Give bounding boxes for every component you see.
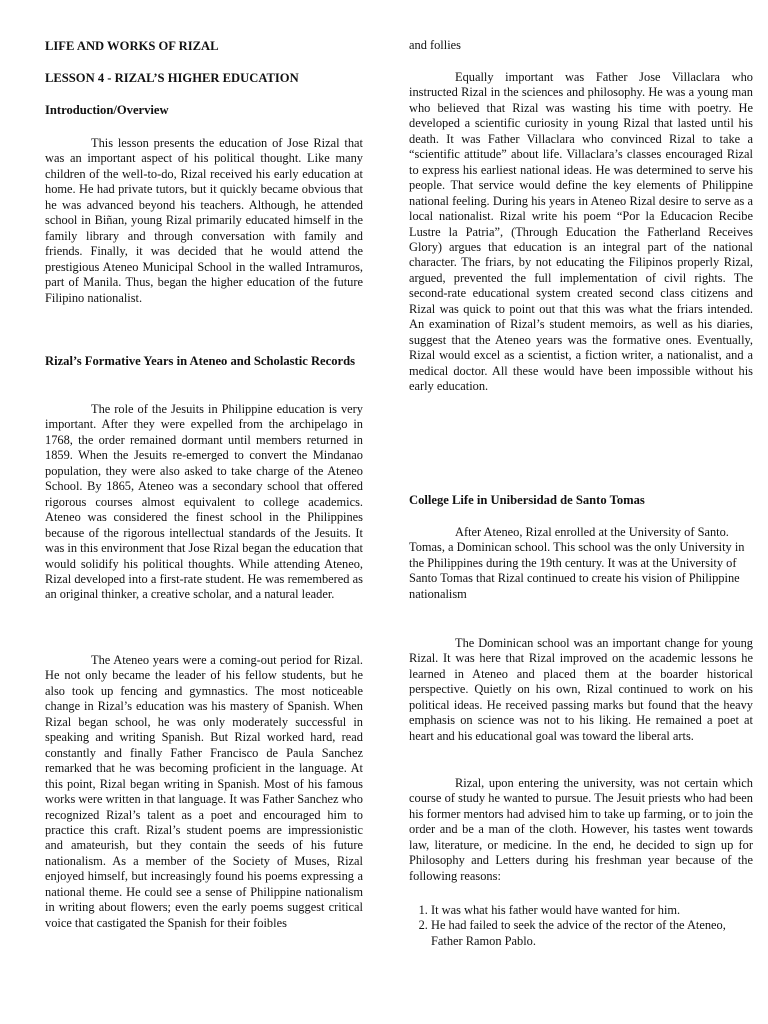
- reasons-list: [409, 903, 753, 949]
- continued-text: and follies: [409, 38, 461, 52]
- formative-paragraph-1: The role of the Jesuits in Philippine education is very important. After they were expelled from the archipelago in 1768, the order remained dormant until members returned in 1859. When the Jesuits re-emerged to convert the Mindanao population, they were also asked to take charge of the Ateneo School. By 1865, Ateneo was a secondary school that offered rigorous courses almost equivalent to college academics. Ateneo was considered the finest school in the Philippines because of the rigorous intellectual standards of the Jesuits. It was in this environment that Jose Rizal began the education that would solidify his political thoughts. While attending Ateneo, Rizal developed into a first-rate student. He was remembered as an original thinker, a creative scholar, and a natural leader.: [45, 402, 363, 602]
- formative-paragraph-2: The Ateneo years were a coming-out period for Rizal. He not only became the leader of his fellow students, but he also took up fencing and gymnastics. The most noticeable change in Rizal’s education was his mastery of Spanish. When Rizal began school, he was only moderately successful in speaking and writing Spanish. But Rizal worked hard, read constantly and finally Father Francisco de Paula Sanchez remarked that he was becoming proficient in the language. At this point, Rizal began writing in Spanish. Most of his famous works were written in that language. It was Father Sanchez who recognized Rizal’s talent as a poet and encouraged him to practice this craft. Rizal’s student poems are impressionistic and amateurish, but they contain the seeds of his future nationalism. As a member of the Society of Muses, Rizal enjoyed himself, but increasingly found his poems expressing a national theme. He could see a sense of Philippine nationalism in writing about flowers; even the early poems suggest critical voice that castigated the Spanish for their foibles: [45, 653, 363, 930]
- list-item: 2. He had failed to seek the advice of the rector of the Ateneo, Father Ramon Pablo.: [431, 918, 753, 949]
- lesson-title: LESSON 4 - RIZAL’S HIGHER EDUCATION: [45, 71, 299, 85]
- formative-heading: Rizal’s Formative Years in Ateneo and Scholastic Records: [45, 354, 356, 368]
- intro-paragraph: This lesson presents the education of Jose Rizal that was an important aspect of his political thought. Like many children of the well-to-do, Rizal received his early education at home. He had private tutors, but it quickly became obvious that he was advanced beyond his teachers. Although, he attended school in Biñan, young Rizal primarily educated himself in the family library and through conversation with family and friends. Finally, it was decided that he would attend the prestigious Ateneo Municipal School in the walled Intramuros, part of Manila. Thus, began the higher education of the future Filipino nationalist.: [45, 136, 363, 305]
- college-paragraph-2: The Dominican school was an important change for young Rizal. It was here that Rizal improved on the academic lessons he learned in Ateneo and placed them at the boarder historical perspective. Quietly on his own, Rizal continued to work on his political ideas. He received passing marks but found that the heavy emphasis on science was not to his liking. He remained a poet at heart and his educational goal was toward the liberal arts.: [409, 636, 753, 743]
- college-paragraph-3: Rizal, upon entering the university, was not certain which course of study he wanted to pursue. The Jesuit priests who had been his former mentors had advised him to take up farming, or to join the order and be a man of the cloth. However, his tastes went towards law, literature, or medicine. In the end, he decided to sign up for Philosophy and Letters during his freshman year because of the following reasons:: [409, 776, 753, 883]
- villaclara-paragraph: Equally important was Father Jose Villaclara who instructed Rizal in the sciences and philosophy. He was a young man who believed that Rizal was wasting his time with poetry. He developed a scientific curiosity in young Rizal that lasted until his death. It was Father Villaclara who convinced Rizal to take a “scientific attitude” about life. Villaclara’s classes encouraged Rizal to express his earliest national ideas. He was determined to serve his people. That service would define the key elements of Philippine national feeling. During his years in Ateneo Rizal desire to serve as a local nationalist. Rizal write his poem “Por la Educacion Recibe Lustre la Patria”, (Through Education the Fatherland Receives Glory) argues that education is an integral part of the national character. The friars, by not educating the Filipinos properly Rizal, argued, prevented the full implementation of civil rights. The second-rate educational system created second class citizens and Rizal was quick to point out that this was what the friars intended. An examination of Rizal’s student memoirs, as well as his diaries, suggest that the Ateneo years was the formative ones. Eventually, Rizal would excel as a scientist, a fiction writer, a nationalist, and a medical doctor. All these would have been impossible without his early education.: [409, 70, 753, 394]
- list-item: 1. It was what his father would have wanted for him.: [431, 903, 753, 918]
- college-paragraph-1: After Ateneo, Rizal enrolled at the University of Santo. Tomas, a Dominican school. This school was the only University in the Philippines during the 19th century. It was at the University of Santo Tomas that Rizal continued to create his vision of Philippine nationalism: [409, 525, 745, 601]
- college-heading: College Life in Unibersidad de Santo Tomas: [409, 493, 645, 507]
- intro-heading: Introduction/Overview: [45, 103, 169, 117]
- document-title: LIFE AND WORKS OF RIZAL: [45, 39, 219, 53]
